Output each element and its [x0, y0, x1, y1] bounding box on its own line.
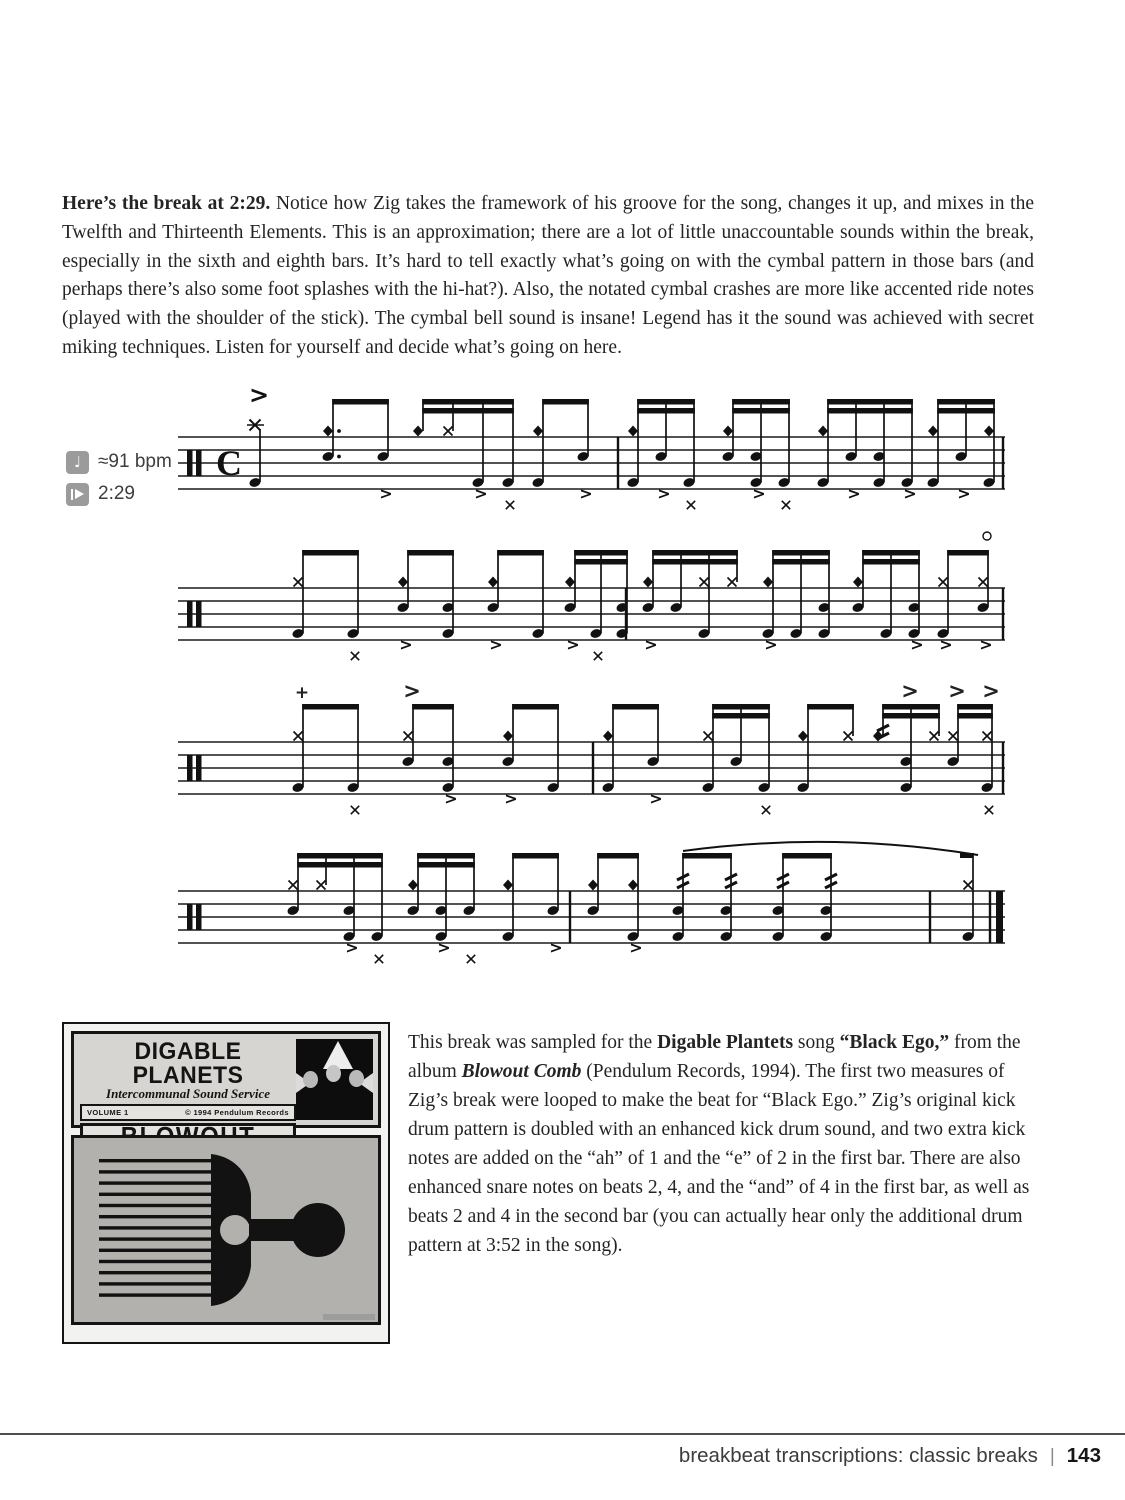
svg-text:>: >	[764, 635, 778, 654]
notation-system-2	[178, 536, 1005, 676]
svg-text:>: >	[901, 679, 919, 703]
album-subtitle: Intercommunal Sound Service	[106, 1086, 270, 1101]
svg-text:>: >	[437, 938, 451, 957]
svg-text:>: >	[474, 484, 488, 503]
band-member-head	[303, 1071, 318, 1088]
sample-paragraph: This break was sampled for the Digable Plantets song “Black Ego,” from the album Blowout Comb (Pendulum Records, 1994). The first two measures of Zig’s break were looped to make the beat for “Black Ego.” Zig’s original kick drum pattern is doubled with an enhanced kick drum sound, and two extra kick notes are added on the “ah” of 1 and the “e” of 2 in the first bar. There are also enhanced snare notes on beats 2, 4, and the “and” of 4 in the first bar, as well as beats 2 and 4 in the second bar (you can actually hear only the additional drum pattern at 3:52 in the song).	[408, 1032, 1030, 1256]
svg-text:>: >	[847, 484, 861, 503]
play-bar-glyph	[71, 489, 74, 500]
band-member-head	[326, 1065, 341, 1082]
footer-separator: |	[1049, 1446, 1055, 1467]
svg-text:>: >	[566, 635, 580, 654]
album-header	[71, 1031, 381, 1128]
notation-system-1	[178, 381, 1005, 525]
svg-text:>: >	[248, 381, 270, 409]
album-volume-row	[80, 1104, 296, 1121]
svg-text:>: >	[979, 635, 993, 654]
album-art	[71, 1135, 381, 1325]
svg-text:>: >	[403, 679, 421, 703]
quarter-note-icon: ♩	[66, 451, 89, 474]
band-member-head	[349, 1070, 364, 1087]
intro-paragraph	[62, 190, 1034, 363]
svg-text:>: >	[910, 635, 924, 654]
afro-pick-icon	[85, 1144, 367, 1316]
footer-rule	[0, 1433, 1125, 1435]
album-volume: VOLUME 1	[87, 1108, 129, 1117]
cue-row	[66, 482, 172, 506]
svg-text:>: >	[504, 789, 518, 808]
play-icon	[66, 483, 89, 506]
svg-text:>: >	[657, 484, 671, 503]
play-triangle-glyph	[75, 489, 84, 499]
tempo-label: ≈91 bpm	[98, 451, 172, 472]
svg-text:>: >	[399, 635, 413, 654]
svg-text:>: >	[644, 635, 658, 654]
tempo-block	[66, 450, 172, 514]
svg-text:+: +	[294, 683, 310, 703]
svg-text:>: >	[379, 484, 393, 503]
notation-system-4	[178, 839, 1005, 979]
hat-triangle-icon	[323, 1041, 353, 1069]
svg-text:>: >	[345, 938, 359, 957]
album-band-photo	[296, 1039, 373, 1120]
svg-text:>: >	[629, 938, 643, 957]
svg-text:>: >	[957, 484, 971, 503]
svg-text:>: >	[649, 789, 663, 808]
svg-text:>: >	[489, 635, 503, 654]
album-cover	[62, 1022, 390, 1344]
cue-label: 2:29	[98, 483, 135, 504]
album-copyright: © 1994 Pendulum Records	[185, 1108, 289, 1117]
svg-text:>: >	[982, 679, 1000, 703]
intro-lead: Here’s the break at 2:29.	[62, 193, 271, 214]
svg-text:>: >	[579, 484, 593, 503]
album-artist: DIGABLE PLANETS	[132, 1036, 244, 1089]
tempo-row	[66, 450, 172, 474]
footer	[679, 1444, 1101, 1468]
svg-text:C: C	[216, 443, 242, 483]
watermark	[323, 1314, 375, 1320]
footer-page-number: 143	[1066, 1444, 1101, 1467]
svg-text:>: >	[444, 789, 458, 808]
svg-text:>: >	[903, 484, 917, 503]
svg-text:>: >	[549, 938, 563, 957]
intro-body: Notice how Zig takes the framework of his groove for the song, changes it up, and mixes in the Twelfth and Thirteenth Elements. This is an approximation; there are a lot of little unaccountable sounds within the break, especially in the sixth and eighth bars. It’s hard to tell exactly what’s going on with the cymbal pattern in those bars (and perhaps there’s also some foot splashes with the hi-hat?). Also, the notated cymbal crashes are more like accented ride notes (played with the shoulder of the stick). The cymbal bell sound is insane! Legend has it the sound was achieved with secret miking techniques. Listen for yourself and decide what’s going on here.	[62, 193, 1034, 358]
svg-text:>: >	[752, 484, 766, 503]
footer-section: breakbeat transcriptions: classic breaks	[678, 1444, 1038, 1467]
svg-text:>: >	[948, 679, 966, 703]
svg-text:>: >	[939, 635, 953, 654]
notation-system-3	[178, 679, 1005, 830]
